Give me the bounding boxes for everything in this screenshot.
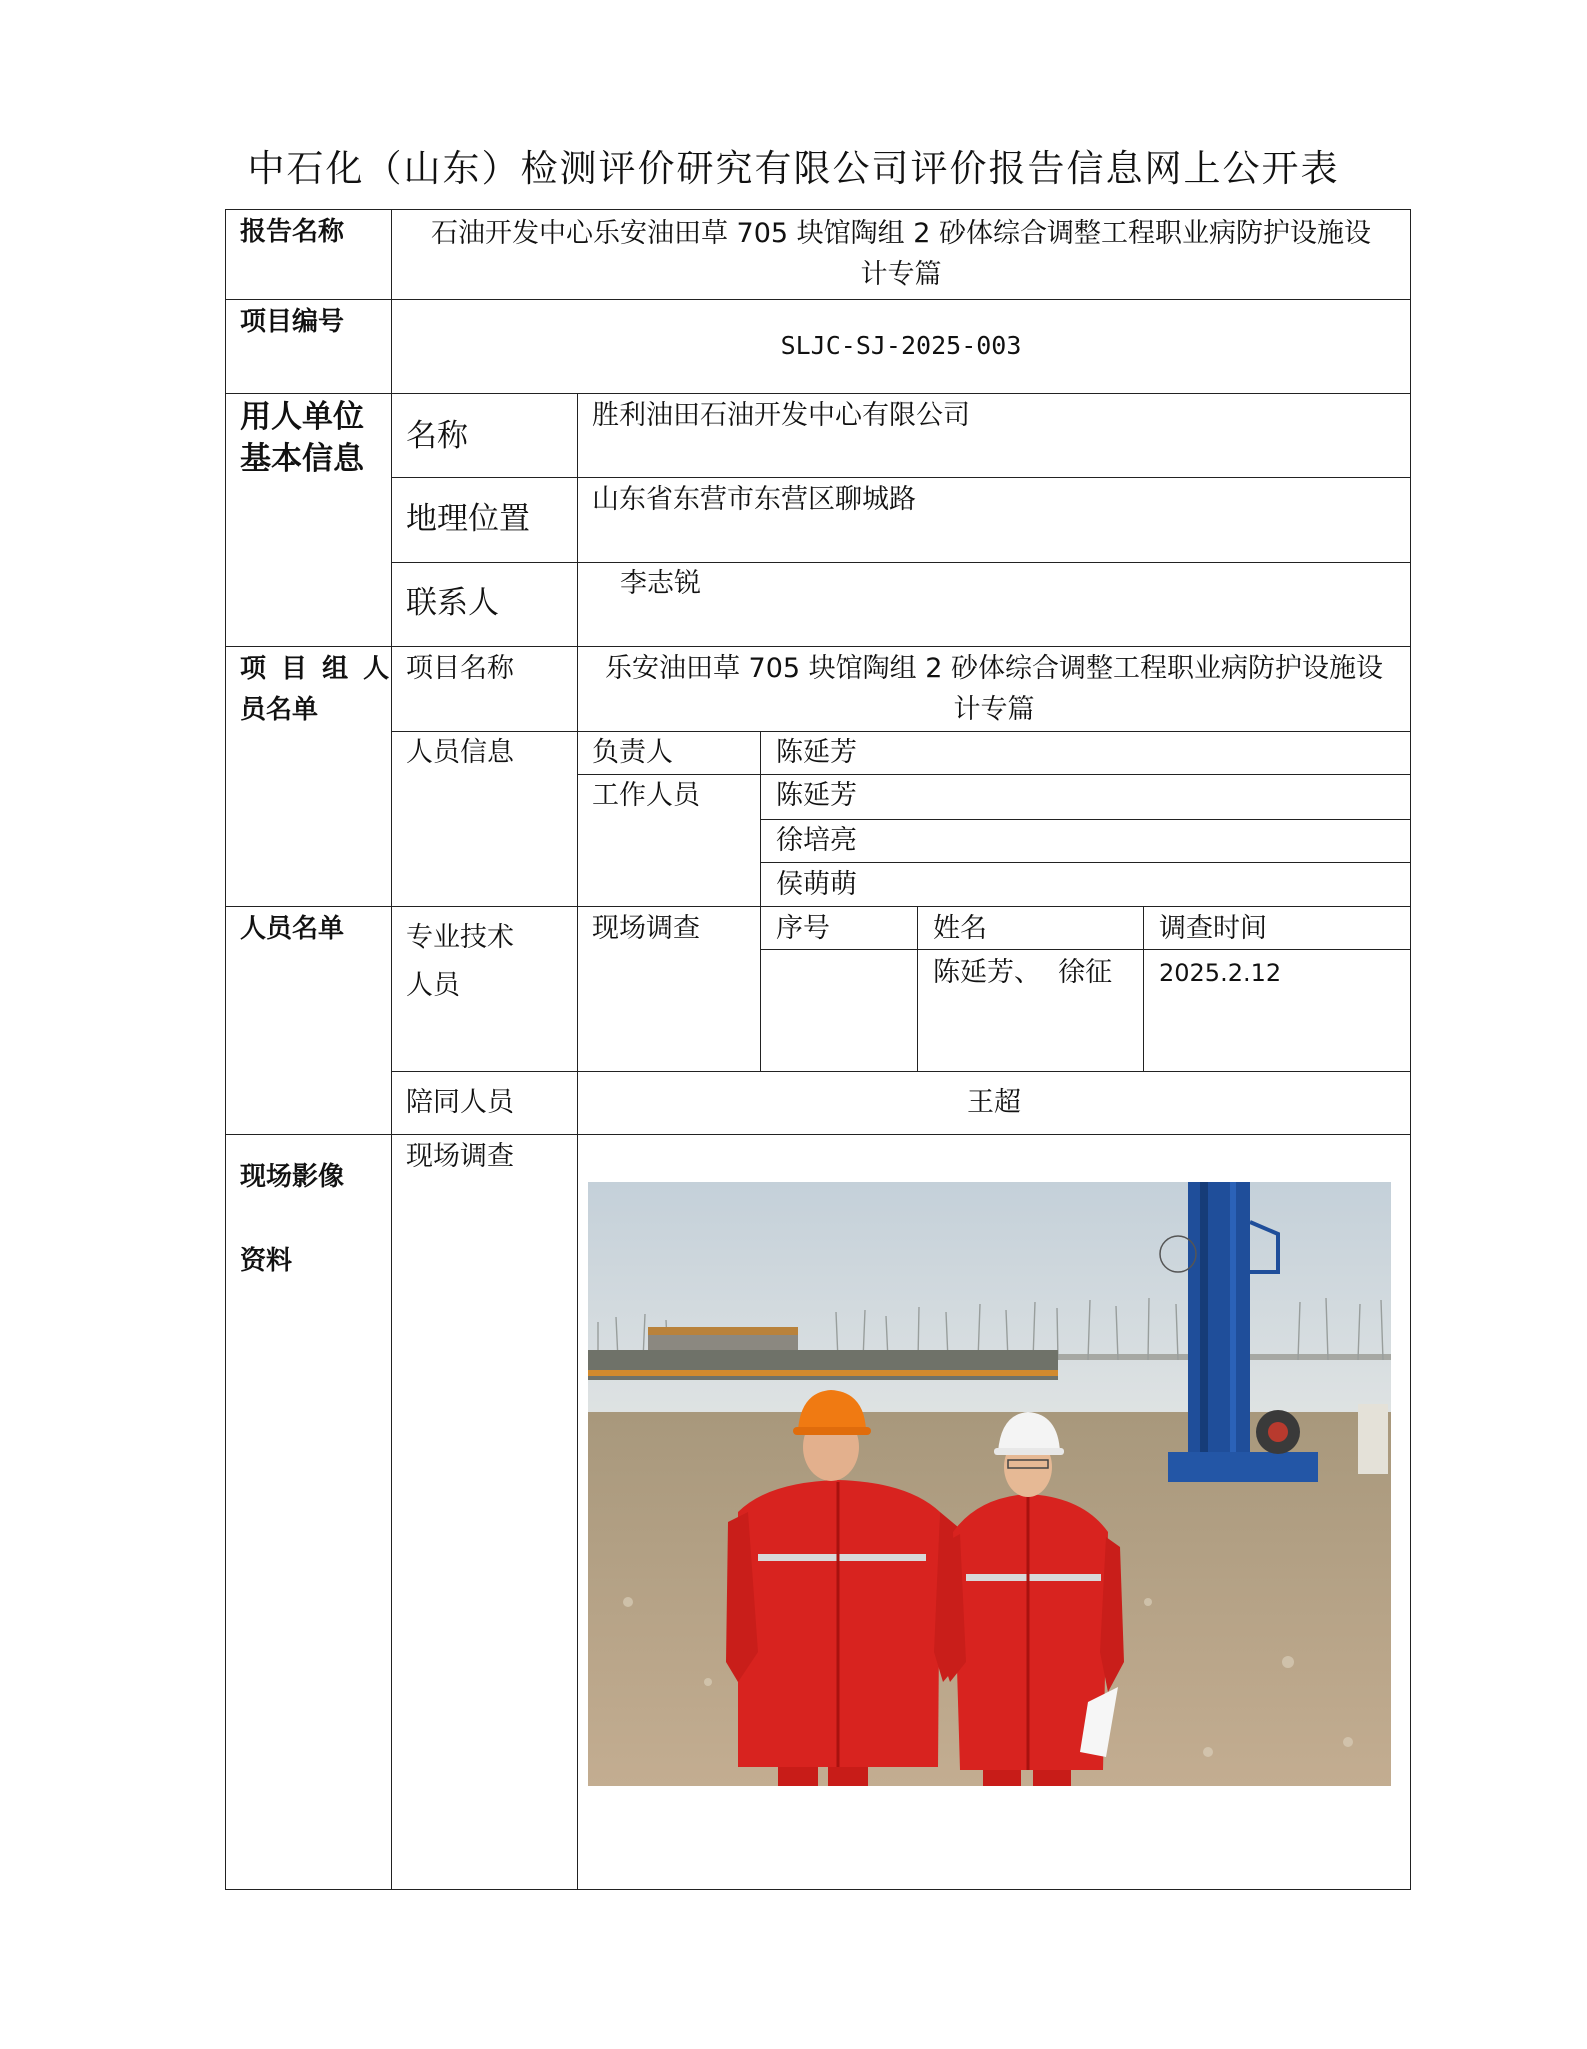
report-name-line1: 石油开发中心乐安油田草 705 块馆陶组 2 砂体综合调整工程职业病防护设施设	[430, 218, 1372, 249]
table-border-bottom	[225, 1889, 1411, 1890]
report-name-line2: 计专篇	[860, 259, 942, 290]
row-divider	[225, 393, 1411, 394]
employer-label-line2: 基本信息	[240, 441, 364, 477]
site-survey-photo	[588, 1182, 1391, 1786]
team-label-line1: 项 目 组 人	[240, 654, 393, 684]
row-divider	[760, 819, 1411, 820]
leader-label: 负责人	[592, 737, 673, 768]
report-name-label: 报告名称	[240, 217, 345, 247]
survey-row-date: 2025.2.12	[1159, 959, 1282, 987]
project-no-label: 项目编号	[240, 307, 345, 337]
row-divider	[391, 477, 1411, 478]
employer-label-line1: 用人单位	[240, 399, 364, 435]
team-project-name-line2: 计专篇	[953, 694, 1035, 725]
row-divider	[391, 1071, 1411, 1072]
row-divider	[225, 1134, 1411, 1135]
location-value: 山东省东营市东营区聊城路	[592, 484, 916, 515]
workers-label: 工作人员	[592, 780, 700, 811]
page-title: 中石化（山东）检测评价研究有限公司评价报告信息网上公开表	[247, 147, 1340, 190]
row-divider	[225, 906, 1411, 907]
contact-label: 联系人	[406, 585, 499, 621]
team-project-name-label: 项目名称	[406, 653, 514, 684]
table-border-top	[225, 209, 1411, 210]
worker-name: 徐培亮	[776, 825, 857, 856]
team-project-name-line1: 乐安油田草 705 块馆陶组 2 砂体综合调整工程职业病防护设施设	[604, 653, 1384, 684]
tech-staff-label-line1: 专业技术	[406, 922, 514, 953]
accompany-label: 陪同人员	[406, 1087, 514, 1118]
employer-name-value: 胜利油田石油开发中心有限公司	[592, 400, 970, 431]
row-divider	[391, 731, 1411, 732]
column-divider	[760, 731, 761, 1072]
column-divider	[917, 906, 918, 1072]
column-header-name: 姓名	[933, 913, 987, 944]
table-border-right	[1410, 209, 1411, 1890]
team-label-line2: 员名单	[240, 695, 319, 725]
images-survey-label: 现场调查	[406, 1141, 514, 1172]
site-survey-label: 现场调查	[592, 913, 700, 944]
worker-name: 侯萌萌	[776, 869, 857, 900]
column-header-no: 序号	[776, 913, 830, 944]
column-divider	[391, 209, 392, 1890]
accompany-value: 王超	[967, 1087, 1021, 1118]
row-divider	[225, 646, 1411, 647]
contact-value: 李志锐	[620, 568, 701, 599]
employer-name-label: 名称	[406, 418, 468, 454]
personnel-label: 人员名单	[240, 914, 345, 944]
staff-info-label: 人员信息	[406, 737, 514, 768]
survey-row-names: 陈延芳、 徐征	[933, 957, 1113, 988]
project-no-value: SLJC-SJ-2025-003	[780, 331, 1022, 360]
worker-name: 陈延芳	[776, 780, 857, 811]
column-divider	[577, 393, 578, 1890]
sky	[588, 1182, 1391, 1422]
row-divider	[225, 299, 1411, 300]
row-divider	[577, 774, 1411, 775]
location-label: 地理位置	[406, 501, 530, 537]
table-border-left	[225, 209, 226, 1890]
row-divider	[760, 862, 1411, 863]
images-label-line2: 资料	[240, 1246, 293, 1276]
leader-value: 陈延芳	[776, 737, 857, 768]
images-label-line1: 现场影像	[240, 1162, 345, 1192]
column-header-time: 调查时间	[1159, 913, 1267, 944]
tech-staff-label-line2: 人员	[406, 970, 460, 1001]
column-divider	[1143, 906, 1144, 1072]
row-divider	[391, 562, 1411, 563]
row-divider	[760, 949, 1411, 950]
